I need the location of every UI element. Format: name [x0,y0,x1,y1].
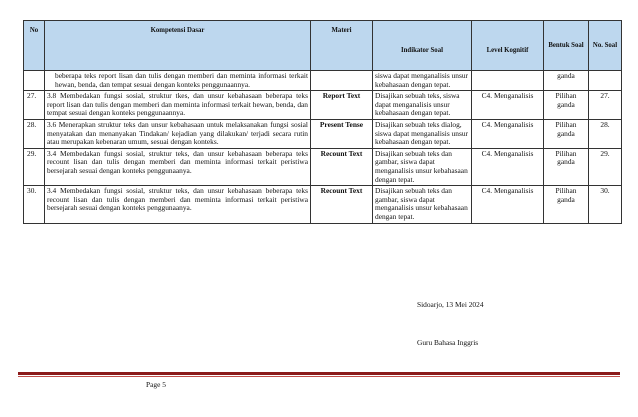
header-materi: Materi [311,21,373,71]
cell-indikator: siswa dapat menganalisis unsur kebahasaan dengan tepat. [373,71,472,91]
cell-no-soal [589,71,622,91]
cell-level: C4. Menganalisis [472,148,544,185]
cell-no-soal: 29. [589,148,622,185]
table-row [24,186,622,223]
cell-kompetensi-dasar: 3.4 Membedakan fungsi sosial, struktur teks, dan unsur kebahasaan beberapa teks recount lisan dan tulis dengan memberi dan meminta informasi terkait peristiwa bersejarah sesuai dengan konteks penggunaanya. [45,148,311,185]
cell-bentuk: Pilihan ganda [544,119,589,148]
cell-materi: Present Tense [311,119,373,148]
cell-level [472,71,544,91]
cell-indikator: Disajikan sebuah teks, siswa dapat menganalisis unsur kebahasaan dengan tepat. [373,91,472,120]
cell-no-soal: 27. [589,91,622,120]
cell-kompetensi-dasar: beberapa teks report lisan dan tulis dengan memberi dan meminta informasi terkait hewan, benda, dan tempat sesuai dengan konteks penggunaannya. [45,71,311,91]
cell-no: 27. [24,91,45,120]
cell-kompetensi-dasar: 3.8 Membedakan fungsi sosial, struktur tkes, dan unsur kebahasaan beberapa teks report lisan dan tulis dengan memberi dan meminta informasi terkait hewan, benda, dan tempat sesuai dengan konteks penggunaannya. [45,91,311,120]
cell-level: C4. Menganalisis [472,119,544,148]
cell-indikator: Disajikan sebuah teks dan gambar, siswa dapat menganalisis unsur kebahasaan dengan tepat. [373,148,472,185]
cell-indikator: Disajikan sebuah teks dan gambar, siswa dapat menganalisis unsur kebahasaan dengan tepat. [373,186,472,223]
cell-no: 28. [24,119,45,148]
footer-divider [18,372,620,375]
cell-bentuk: Pilihan ganda [544,148,589,185]
table-row [24,148,622,185]
page-number: Page 5 [146,380,166,389]
cell-bentuk: Pilihan ganda [544,186,589,223]
kisi-kisi-table [23,20,622,224]
cell-bentuk: Pilihan ganda [544,91,589,120]
cell-bentuk: ganda [544,71,589,91]
cell-kompetensi-dasar: 3.4 Membedakan fungsi sosial, struktur teks, dan unsur kebahasaan beberapa teks recount lisan dan tulis dengan memberi dan meminta informasi terkait peristiwa bersejarah sesuai dengan konteks penggunaanya. [45,186,311,223]
header-level-kognitif: Level Kognitif [472,21,544,71]
cell-materi: Recount Text [311,186,373,223]
cell-materi [311,71,373,91]
header-indikator-soal: Indikator Soal [373,21,472,71]
cell-materi: Report Text [311,91,373,120]
signature-role: Guru Bahasa Inggris [417,338,479,347]
header-no: No [24,21,45,71]
cell-no: 30. [24,186,45,223]
cell-level: C4. Menganalisis [472,91,544,120]
table-header-row [24,21,622,71]
header-no-soal: No. Soal [589,21,622,71]
cell-no-soal: 30. [589,186,622,223]
header-kompetensi-dasar: Kompetensi Dasar [45,21,311,71]
cell-kompetensi-dasar: 3.6 Menerapkan struktur teks dan unsur kebahasaan untuk melaksanakan fungsi sosial menyatakan dan menanyakan Tindakan/ kejadian yang dilakukan/ terjadi secara rutin atau merupakan kebenaran umum, sesuai dengan konteks. [45,119,311,148]
cell-level: C4. Menganalisis [472,186,544,223]
table-row [24,91,622,120]
cell-materi: Recount Text [311,148,373,185]
cell-no [24,71,45,91]
table-row [24,119,622,148]
signature-place-date: Sidoarjo, 13 Mei 2024 [417,300,484,309]
cell-no: 29. [24,148,45,185]
cell-indikator: Disajikan sebuah teks dialog, siswa dapat menganalisis unsur kebahasaan dengan tepat. [373,119,472,148]
footer-divider-thin [18,376,620,377]
table-row-continued [24,71,622,91]
cell-no-soal: 28. [589,119,622,148]
header-bentuk-soal: Bentuk Soal [544,21,589,71]
